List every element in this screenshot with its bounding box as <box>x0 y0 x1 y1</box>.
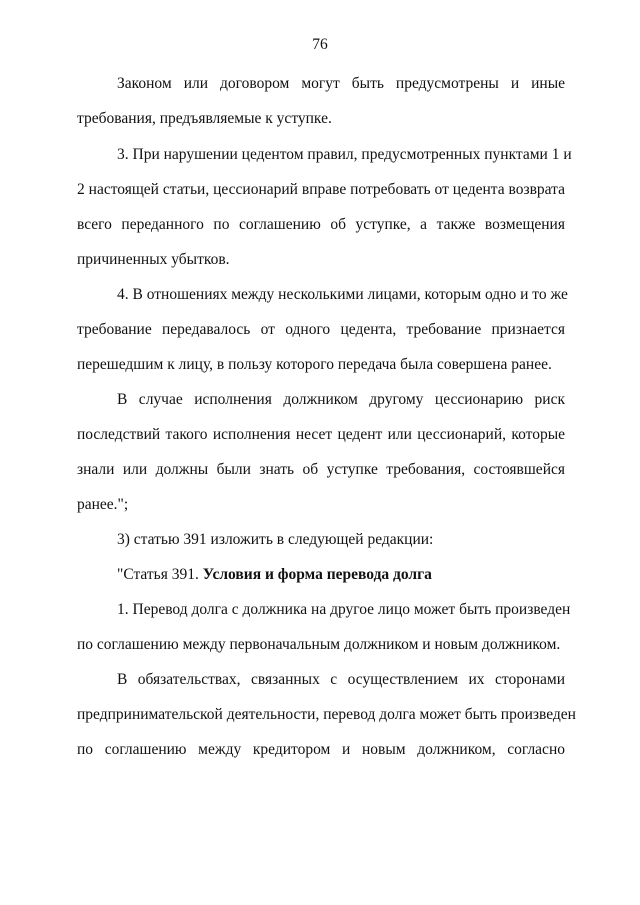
text-line: 2 настоящей статьи, цессионарий вправе потребовать от цедента возврата <box>77 181 565 198</box>
text-line: требование передавалось от одного цедента, требование признается <box>77 321 565 338</box>
text-line: 4. В отношениях между несколькими лицами, которым одно и то же <box>117 286 568 303</box>
text-line: В обязательствах, связанных с осуществлением их сторонами <box>117 671 565 688</box>
text-line: требования, предъявляемые к уступке. <box>77 110 332 127</box>
text-line: ранее."; <box>77 496 129 513</box>
text-line: 1. Перевод долга с должника на другое лицо может быть произведен <box>117 601 571 618</box>
text-line: перешедшим к лицу, в пользу которого передача была совершена ранее. <box>77 356 552 373</box>
text-line: по соглашению между первоначальным должником и новым должником. <box>77 636 561 653</box>
text-line: последствий такого исполнения несет цедент или цессионарий, которые <box>77 426 565 443</box>
text-line: по соглашению между кредитором и новым должником, согласно <box>77 741 565 758</box>
text-line: Законом или договором могут быть предусмотрены и иные <box>117 75 565 92</box>
text-line: знали или должны были знать об уступке требования, состоявшейся <box>77 461 565 478</box>
text-line: причиненных убытков. <box>77 251 230 268</box>
article-heading <box>117 565 565 585</box>
text-line: всего переданного по соглашению об уступке, а также возмещения <box>77 216 565 233</box>
text-line: 3. При нарушении цедентом правил, предусмотренных пунктами 1 и <box>117 146 572 163</box>
page-number: 76 <box>312 36 328 53</box>
text-line: В случае исполнения должником другому цессионарию риск <box>117 391 565 408</box>
article-label: "Статья 391. <box>117 566 203 583</box>
text-line: 3) статью 391 изложить в следующей редакции: <box>117 531 434 548</box>
article-title: Условия и форма перевода долга <box>202 566 432 583</box>
text-line: предпринимательской деятельности, перевод долга может быть произведен <box>77 706 576 723</box>
